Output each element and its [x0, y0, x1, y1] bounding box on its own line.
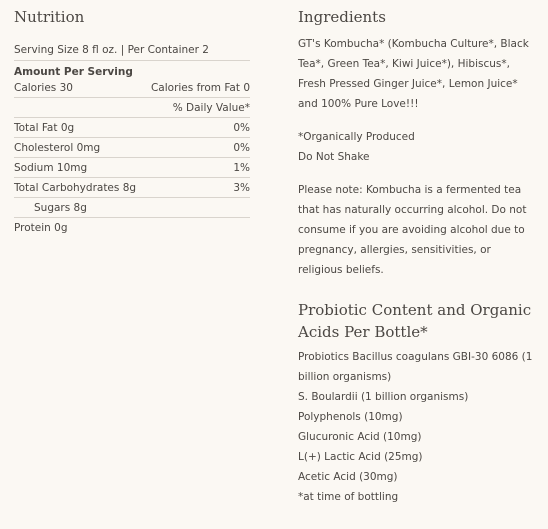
nutrient-label: Sugars 8g [34, 201, 87, 214]
nutrition-row-sugars [14, 198, 250, 218]
ingredients-text: GT's Kombucha* (Kombucha Culture*, Black Tea*, Green Tea*, Kiwi Juice*), Hibiscus*, Fresh Pressed Ginger Juice*, Lemon Juice* and 100% Pure Love!!! [298, 38, 529, 110]
nutrient-label: Sodium 10mg [14, 161, 88, 174]
calories-from-fat: Calories from Fat 0 [150, 82, 250, 94]
calories-row [14, 79, 250, 98]
probiotic-list [298, 347, 538, 507]
nutrient-percent: 0% [233, 121, 250, 134]
daily-value-label: % Daily Value* [172, 101, 250, 114]
ingredients-title: Ingredients [298, 8, 386, 26]
nutrition-title: Nutrition [14, 8, 85, 26]
probiotic-title: Probiotic Content and Organic Acids Per Bottle* [298, 301, 532, 341]
probiotic-item: Acetic Acid (30mg) [298, 471, 398, 483]
nutrition-row-total-carbohydrates [14, 178, 250, 198]
nutrition-row-cholesterol [14, 138, 250, 158]
serving-size: Serving Size 8 fl oz. | Per Container 2 [14, 43, 250, 61]
nutrient-label: Cholesterol 0mg [14, 141, 101, 154]
amount-per-serving-heading: Amount Per Serving [14, 66, 133, 78]
organic-note: *Organically Produced [298, 131, 415, 143]
nutrition-row-sodium [14, 158, 250, 178]
probiotic-item: L(+) Lactic Acid (25mg) [298, 451, 423, 463]
nutrient-label: Protein 0g [14, 221, 68, 234]
nutrition-row-protein [14, 218, 250, 237]
nutrition-row-total-fat [14, 118, 250, 138]
nutrient-percent: 1% [233, 161, 250, 174]
ingredients-panel [298, 6, 538, 507]
nutrient-percent: 3% [233, 181, 250, 194]
bottling-footnote: *at time of bottling [298, 491, 399, 503]
nutrient-percent: 0% [233, 141, 250, 154]
probiotic-item: S. Boulardii (1 billion organisms) [298, 391, 469, 403]
daily-value-header [14, 98, 250, 118]
nutrition-panel [14, 6, 250, 237]
nutrient-label: Total Fat 0g [14, 121, 75, 134]
probiotic-item: Probiotics Bacillus coagulans GBI-30 6086 (1 billion organisms) [298, 351, 533, 383]
probiotic-item: Glucuronic Acid (10mg) [298, 431, 422, 443]
alcohol-warning: Please note: Kombucha is a fermented tea that has naturally occurring alcohol. Do not consume if you are avoiding alcohol due to pregnancy, allergies, sensitivities, or religious beliefs. [298, 184, 527, 276]
probiotic-item: Polyphenols (10mg) [298, 411, 403, 423]
nutrient-label: Total Carbohydrates 8g [14, 181, 137, 194]
shake-note: Do Not Shake [298, 151, 370, 163]
calories-label: Calories 30 [14, 82, 73, 94]
